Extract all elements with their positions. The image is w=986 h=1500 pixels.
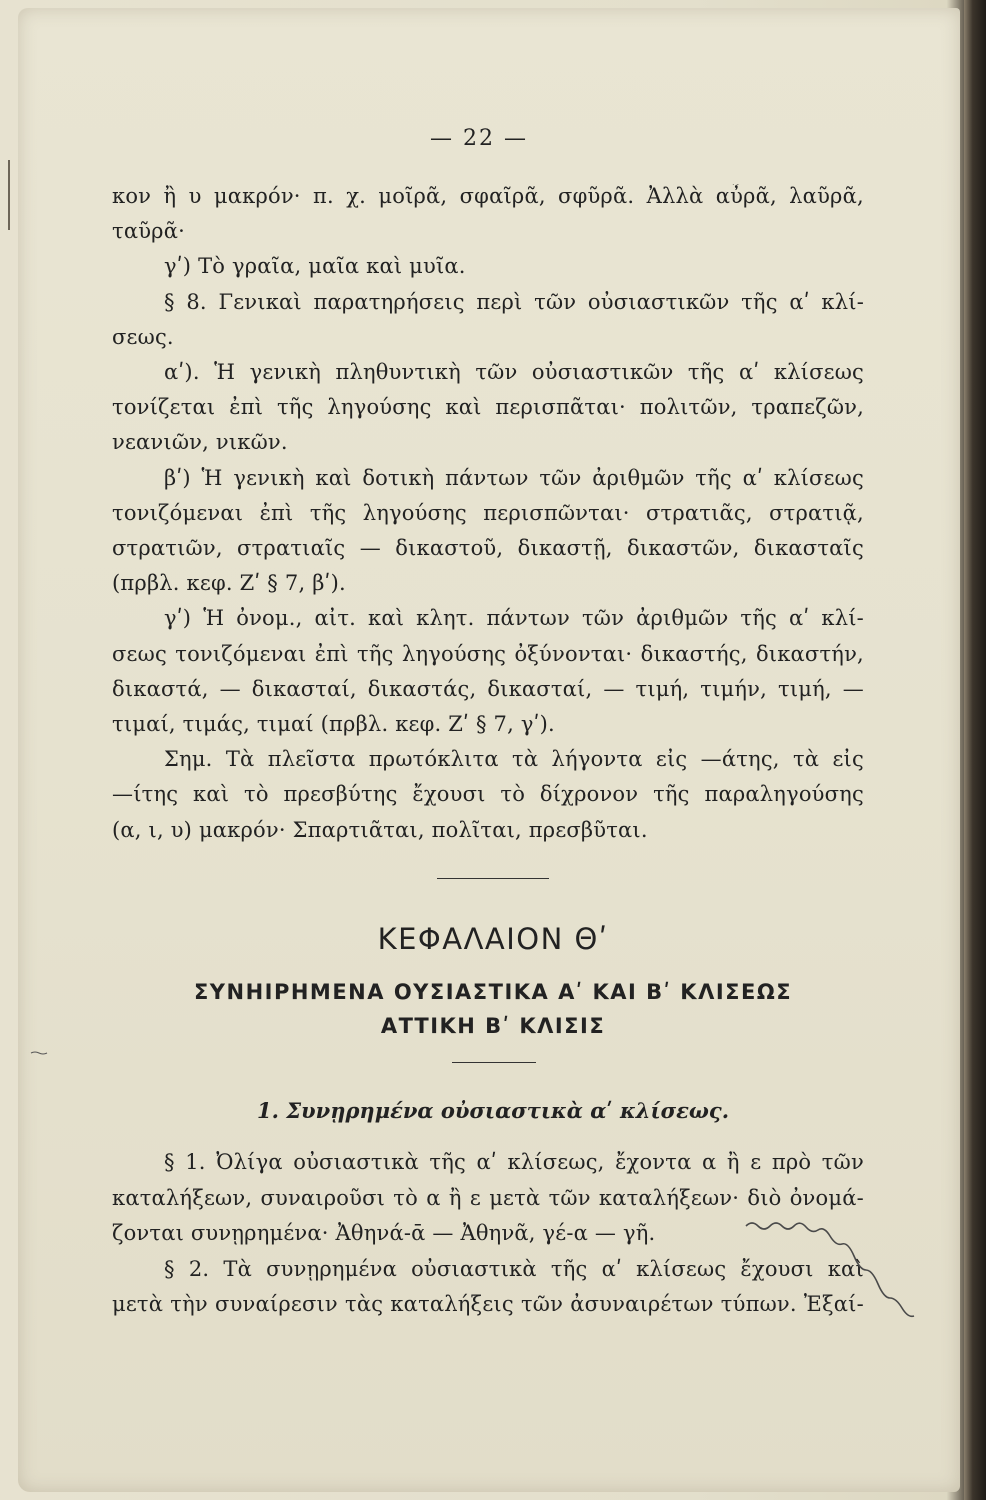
body-line: νεανιῶν, νικῶν.	[112, 430, 288, 455]
section-line: ζονται συνῃρημένα· Ἀθηνά-ᾱ — Ἀθηνᾶ, γέ-α — γῆ.	[112, 1221, 656, 1245]
body-line: δικαστά, — δικασταί, δικαστάς, δικασταί, — τιμή, τιμήν, τιμή, —	[112, 676, 864, 701]
body-line: τιμαί, τιμάς, τιμαί (πρβλ. κεφ. Ζʹ § 7, γʹ).	[112, 712, 555, 736]
chapter-subtitle-line1: ΣΥΝΗΙΡΗΜΕΝΑ ΟΥΣΙΑΣΤΙΚΑ Αʹ ΚΑΙ Βʹ ΚΛΙΣΕΩΣ	[193, 980, 793, 1004]
pencil-squiggle-icon	[738, 1212, 928, 1322]
book-spine-edge	[964, 0, 986, 1500]
body-line: στρατιῶν, στρατιαῖς — δικαστοῦ, δικαστῇ, δικαστῶν, δικασταῖς	[112, 536, 864, 560]
chapter-title: ΚΕΦΑΛΑΙΟΝ Θʹ	[377, 922, 609, 956]
divider-rule-top	[437, 878, 549, 879]
section-line: μετὰ τὴν συναίρεσιν τὰς καταλήξεις τῶν ἀσυναιρέτων τύπων. Ἐξαί-	[112, 1292, 864, 1316]
ink-speck-icon	[30, 1050, 48, 1056]
body-line: σεως τονιζόμεναι ἐπὶ τῆς ληγούσης ὀξύνονται· δικαστής, δικαστήν,	[112, 641, 864, 666]
margin-mark	[8, 160, 10, 230]
section-line: § 2. Τὰ συνῃρημένα οὐσιαστικὰ τῆς αʹ κλίσεως ἔχουσι καὶ	[164, 1256, 864, 1281]
body-line: —ίτης καὶ τὸ πρεσβύτης ἔχουσι τὸ δίχρονον τῆς παραληγούσης	[112, 782, 864, 807]
body-line: βʹ) Ἡ γενικὴ καὶ δοτικὴ πάντων τῶν ἀριθμῶν τῆς αʹ κλίσεως	[164, 465, 864, 490]
body-line: § 8. Γενικαὶ παρατηρήσεις περὶ τῶν οὐσιαστικῶν τῆς αʹ κλί-	[164, 289, 864, 314]
body-line: τονιζόμεναι ἐπὶ τῆς ληγούσης περισπῶνται· στρατιᾶς, στρατιᾷ,	[112, 500, 864, 525]
section-line: καταλήξεων, συναιροῦσι τὸ α ἢ ε μετὰ τῶν καταλήξεων· διὸ ὀνομά-	[112, 1185, 864, 1210]
section-line: § 1. Ὀλίγα οὐσιαστικὰ τῆς αʹ κλίσεως, ἔχοντα α ἢ ε πρὸ τῶν	[164, 1150, 864, 1174]
body-line: (α, ι, υ) μακρόν· Σπαρτιᾶται, πολῖται, πρεσβῦται.	[112, 817, 648, 842]
body-line: αʹ). Ἡ γενικὴ πληθυντικὴ τῶν οὐσιαστικῶν τῆς αʹ κλίσεως	[164, 360, 864, 384]
body-line: Σημ. Τὰ πλεῖστα πρωτόκλιτα τὰ λήγοντα εἰς —άτης, τὰ εἰς	[164, 747, 864, 772]
section-heading: 1. Συνῃρημένα οὐσιαστικὰ αʹ κλίσεως.	[256, 1098, 730, 1123]
body-line: (πρβλ. κεφ. Ζʹ § 7, βʹ).	[112, 571, 346, 596]
body-line: σεως.	[112, 324, 174, 349]
body-line: γʹ) Ἡ ὀνομ., αἰτ. καὶ κλητ. πάντων τῶν ἀριθμῶν τῆς αʹ κλί-	[164, 606, 864, 631]
page-number: — 22 —	[430, 126, 528, 151]
body-line: ταῦρᾶ·	[112, 219, 185, 244]
body-line: κον ἢ υ μακρόν· π. χ. μοῖρᾶ, σφαῖρᾶ, σφῦρᾶ. Ἀλλὰ αὖρᾶ, λαῦρᾶ,	[112, 184, 864, 208]
divider-rule-bottom	[452, 1062, 536, 1063]
chapter-subtitle-line2: ΑΤΤΙΚΗ Βʹ ΚΛΙΣΙΣ	[380, 1014, 606, 1038]
body-line: τονίζεται ἐπὶ τῆς ληγούσης καὶ περισπᾶται· πολιτῶν, τραπεζῶν,	[112, 395, 864, 420]
body-line: γʹ) Τὸ γραῖα, μαῖα καὶ μυῖα.	[164, 254, 466, 279]
